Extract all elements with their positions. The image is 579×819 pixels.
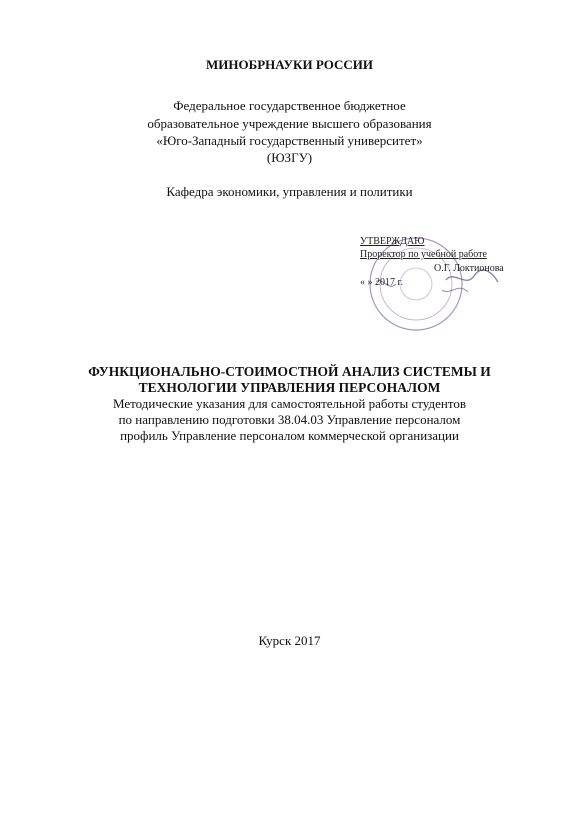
institution-line-1: Федеральное государственное бюджетное (173, 98, 406, 113)
footer-city-year: Курск 2017 (258, 633, 321, 648)
approval-date: « » 2017 г. (360, 277, 403, 288)
approval-stamp (346, 212, 536, 332)
institution-line-4: (ЮЗГУ) (266, 150, 313, 165)
institution-line-2: образовательное учреждение высшего образования (147, 116, 432, 131)
approval-heading: УТВЕРЖДАЮ (360, 236, 425, 247)
document-title-line-1: ФУНКЦИОНАЛЬНО-СТОИМОСТНОЙ АНАЛИЗ СИСТЕМЫ И (88, 364, 491, 379)
subtitle-line-3: профиль Управление персоналом коммерческой организации (120, 428, 459, 443)
subtitle-line-2: по направлению подготовки 38.04.03 Управление персоналом (118, 412, 461, 427)
approval-position: Проректор по учебной работе (360, 249, 487, 260)
ministry-header: МИНОБРНАУКИ РОССИИ (206, 57, 373, 72)
department: Кафедра экономики, управления и политики (166, 184, 413, 199)
document-title-line-2: ТЕХНОЛОГИИ УПРАВЛЕНИЯ ПЕРСОНАЛОМ (138, 380, 441, 395)
institution-line-3: «Юго-Западный государственный университет» (156, 133, 423, 148)
approval-name: О.Г. Локтионова (434, 263, 504, 274)
subtitle-line-1: Методические указания для самостоятельной работы студентов (113, 396, 466, 411)
